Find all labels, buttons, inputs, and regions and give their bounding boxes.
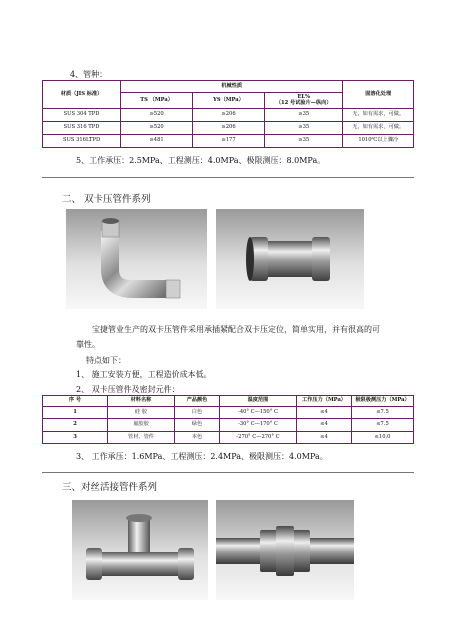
cell-temp-range: -270° C—270° C: [220, 431, 297, 443]
cell-temp-range: -30° C—170° C: [220, 419, 297, 431]
cell-el: ≥35: [265, 122, 343, 135]
cell-material: SUS 316LTPD: [43, 135, 121, 148]
feature-2: 2、 双卡压管件及密封元件：: [76, 385, 180, 394]
cell-ys: ≥206: [193, 109, 265, 122]
cell-index: 3: [43, 431, 108, 443]
coupling-fitting-image: [216, 209, 364, 309]
cell-ts: ≥481: [121, 135, 193, 148]
cell-color: 绿色: [175, 419, 220, 431]
divider: [42, 472, 414, 473]
header-ys: YS（MPa）: [193, 93, 265, 109]
cell-working-pressure: ≤4: [297, 407, 352, 419]
cell-temp-range: -40° C—150° C: [220, 407, 297, 419]
header-limit-pressure: 极限极测压力（MPa）: [352, 396, 414, 407]
header-ts: TS （MPa）: [121, 93, 193, 109]
cell-ys: ≥177: [193, 135, 265, 148]
cell-material-name: 管材、管件: [108, 431, 175, 443]
cell-limit-pressure: ≤7.5: [352, 407, 414, 419]
header-solution-treatment: 固溶化处理: [343, 81, 414, 109]
header-el-label: EL%: [297, 93, 310, 100]
header-mechanical: 机械性质: [121, 81, 343, 93]
table-row: [43, 407, 414, 419]
union-fitting-photo: [216, 500, 354, 600]
cell-color: 本色: [175, 431, 220, 443]
features-title: 特点如下：: [86, 356, 126, 365]
section-4-pressure-note: 5、工作承压：2.5MPa、工程测压：4.0MPa、极限测压：8.0MPa。: [76, 156, 326, 165]
cell-ys: ≥206: [193, 122, 265, 135]
coupling-fitting-photo: [216, 209, 364, 309]
section-2-pressure-note: 3、 工作承压：1.6MPa、工程测压：2.4MPa、极限测压：4.0MPa。: [76, 452, 328, 461]
seal-materials-table: [42, 395, 414, 444]
header-working-pressure: 工作压力（MPa）: [297, 396, 352, 407]
cell-index: 1: [43, 407, 108, 419]
table-row: [43, 122, 414, 135]
cell-el: ≥35: [265, 135, 343, 148]
table-row: [43, 109, 414, 122]
pipe-grade-table: [42, 80, 414, 148]
cell-material: SUS 316 TPD: [43, 122, 121, 135]
cell-el: ≥35: [265, 109, 343, 122]
cell-limit-pressure: ≤7.5: [352, 419, 414, 431]
cell-treatment: 1010℃以上骤冷: [343, 135, 414, 148]
cell-material-name: 氟胶胶: [108, 419, 175, 431]
header-color: 产品颜色: [175, 396, 220, 407]
feature-1: 1、 施工安装方便，工程造价成本低。: [76, 370, 212, 379]
elbow-fitting-image: [66, 209, 207, 309]
cell-treatment: 无，如有需求，可做。: [343, 122, 414, 135]
cell-material-name: 硅 胶: [108, 407, 175, 419]
cell-index: 2: [43, 419, 108, 431]
table-row: [43, 419, 414, 431]
cell-material: SUS 304 TPD: [43, 109, 121, 122]
header-el-sub: （12 号试验片—纵向）: [275, 100, 332, 106]
header-material-name: 材料名称: [108, 396, 175, 407]
cell-ts: ≥520: [121, 122, 193, 135]
section-2-description-line1: 宝捷管业生产的双卡压管件采用承插紧配合双卡压定位，简单实用，并有很高的可: [92, 325, 380, 334]
header-material: 材质（JIS 标准）: [43, 81, 121, 109]
cell-working-pressure: ≤4: [297, 419, 352, 431]
cell-color: 白色: [175, 407, 220, 419]
elbow-fitting-photo: [66, 209, 207, 309]
tee-fitting-image: [72, 500, 208, 600]
cell-limit-pressure: ≤10.0: [352, 431, 414, 443]
section-2-description-line2: 靠性。: [76, 340, 100, 349]
table-row: [43, 135, 414, 148]
header-index: 序 号: [43, 396, 108, 407]
cell-working-pressure: ≤4: [297, 431, 352, 443]
section-4-title: 4、管种：: [70, 70, 108, 79]
header-el: [265, 93, 343, 109]
cell-ts: ≥520: [121, 109, 193, 122]
section-3-heading: 三、对丝活接管件系列: [62, 482, 158, 493]
union-fitting-image: [216, 500, 354, 600]
divider: [42, 177, 414, 178]
section-2-heading: 二、 双卡压管件系列: [62, 194, 151, 205]
header-temp-range: 温度范围: [220, 396, 297, 407]
table-row: [43, 431, 414, 443]
cell-treatment: 无，如有需求，可做。: [343, 109, 414, 122]
tee-fitting-photo: [72, 500, 208, 600]
